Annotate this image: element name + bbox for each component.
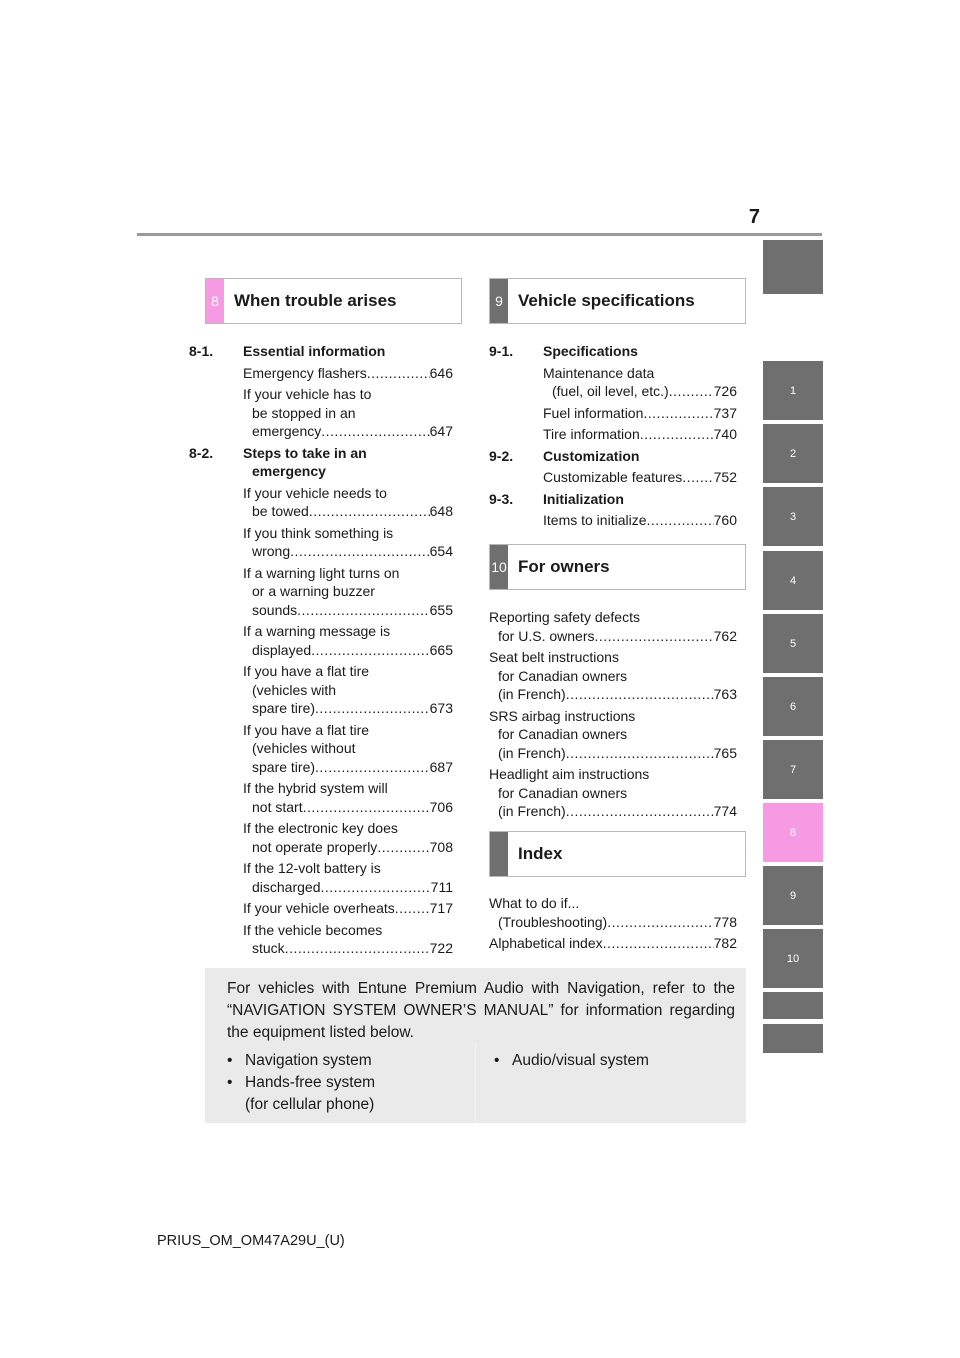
toc-entry-text: Seat belt instructions	[489, 649, 619, 665]
toc-entry-text: (vehicles without	[252, 740, 356, 756]
dot-leader	[669, 382, 714, 401]
dot-leader	[566, 802, 714, 821]
info-list-item	[494, 1050, 649, 1072]
section-header-index	[489, 831, 746, 877]
toc-group-code: 9-2.	[489, 447, 514, 464]
info-text: For vehicles with Entune Premium Audio with Navigation, refer to the “NAVIGATION SYSTEM OWNER’S MANUAL” for information regarding the equipment listed below.	[227, 980, 735, 1041]
info-divider	[475, 1042, 476, 1123]
toc-entry[interactable]	[489, 404, 737, 423]
toc-entry[interactable]	[189, 819, 453, 856]
toc-entry-text: (in French)	[498, 686, 566, 702]
dot-leader	[303, 798, 430, 817]
toc-entry-text: If a warning light turns on	[243, 564, 400, 581]
toc-entry[interactable]	[189, 921, 453, 958]
toc-entry-text: (fuel, oil level, etc.)	[552, 383, 669, 399]
toc-entry[interactable]	[189, 622, 453, 659]
dot-leader	[367, 364, 430, 383]
toc-group-code: 9-3.	[489, 490, 514, 507]
section-number-badge: 10	[490, 545, 508, 589]
toc-page-number: 654	[429, 543, 453, 559]
toc-page-number: 752	[713, 469, 737, 485]
section-number-badge	[490, 832, 508, 876]
toc-entry[interactable]	[189, 524, 453, 561]
toc-entry[interactable]	[189, 779, 453, 816]
toc-entry-text: be stopped in an	[252, 404, 356, 421]
page-number: 7	[748, 206, 760, 228]
toc-page-number: 648	[429, 503, 453, 519]
section-title: Index	[518, 844, 563, 863]
toc-entry-text: displayed	[252, 641, 312, 658]
toc-page-number: 763	[713, 686, 737, 702]
dot-leader	[603, 934, 714, 953]
chapter-tab-blank[interactable]	[763, 992, 823, 1019]
toc-group-title: Specifications	[543, 343, 638, 359]
toc-entry-text: for Canadian owners	[498, 784, 628, 801]
toc-entry-text: spare tire)	[252, 700, 316, 716]
dot-leader	[315, 758, 430, 777]
chapter-tab-7[interactable]: 7	[763, 740, 823, 799]
section-title: For owners	[518, 557, 610, 576]
toc-entry-text: stuck	[252, 940, 285, 956]
chapter-tab-blank[interactable]	[763, 240, 823, 294]
chapter-tab-5[interactable]: 5	[763, 614, 823, 673]
toc-entry[interactable]	[489, 425, 737, 444]
dot-leader	[643, 404, 713, 423]
toc-entry-text: be towed	[252, 503, 309, 519]
toc-entry-text: not operate properly	[252, 838, 378, 855]
chapter-tab-4[interactable]: 4	[763, 551, 823, 610]
toc-page-number: 706	[429, 798, 453, 815]
bullet-icon: •	[227, 1052, 233, 1069]
toc-entry-text: If the vehicle becomes	[243, 921, 383, 938]
toc-entry-text: Customizable features	[543, 469, 683, 485]
toc-entry-text: not start	[252, 798, 303, 815]
chapter-tab-2[interactable]: 2	[763, 424, 823, 483]
toc-list-section-10	[489, 608, 737, 824]
toc-entry-text: If your vehicle needs to	[243, 484, 387, 501]
section-title: Vehicle specifications	[518, 291, 695, 310]
toc-group-heading[interactable]	[489, 490, 737, 509]
toc-page-number: 646	[429, 364, 453, 381]
toc-entry-text: What to do if...	[489, 895, 580, 911]
toc-list-section-8	[189, 342, 453, 961]
dot-leader	[607, 913, 713, 932]
toc-entry-text: If you think something is	[243, 524, 394, 541]
info-list-right	[494, 1050, 649, 1072]
info-list-left	[227, 1050, 375, 1116]
toc-entry[interactable]	[189, 662, 453, 718]
info-item-label: Audio/visual system	[512, 1052, 649, 1069]
toc-entry[interactable]	[189, 721, 453, 777]
toc-entry[interactable]	[489, 364, 737, 401]
toc-page-number: 740	[713, 426, 737, 442]
toc-page-number: 774	[713, 803, 737, 819]
info-list-item	[227, 1072, 375, 1094]
toc-entry[interactable]	[489, 765, 737, 821]
toc-entry-text: for U.S. owners	[498, 627, 595, 644]
toc-entry-text: Maintenance data	[543, 364, 655, 381]
toc-page-number: 673	[429, 700, 453, 716]
footer-code: PRIUS_OM_OM47A29U_(U)	[157, 1233, 345, 1249]
toc-group-title: emergency	[252, 463, 326, 479]
toc-entry[interactable]	[189, 899, 453, 918]
toc-page-number: 760	[713, 512, 737, 528]
dot-leader	[594, 627, 713, 646]
toc-entry[interactable]	[489, 468, 737, 487]
toc-entry-text: (in French)	[498, 744, 566, 761]
toc-entry-text: for Canadian owners	[498, 726, 628, 742]
toc-group-title: Initialization	[543, 490, 624, 507]
toc-entry[interactable]	[489, 934, 737, 953]
header-rule	[137, 233, 822, 236]
toc-group-code: 8-1.	[189, 343, 214, 359]
toc-entry-text: Items to initialize	[543, 512, 647, 528]
chapter-tab-blank[interactable]	[763, 1024, 823, 1053]
toc-entry-text: Headlight aim instructions	[489, 766, 650, 782]
chapter-tab-8[interactable]: 8	[763, 803, 823, 862]
toc-entry-text: sounds	[252, 601, 298, 618]
toc-page-number: 765	[713, 744, 737, 761]
toc-entry-text: spare tire)	[252, 758, 316, 775]
toc-entry-text: If a warning message is	[243, 623, 391, 639]
chapter-tab-9[interactable]: 9	[763, 866, 823, 925]
info-item-sub: (for cellular phone)	[245, 1096, 375, 1113]
toc-page-number: 665	[429, 641, 453, 658]
section-number-badge: 8	[206, 279, 224, 323]
toc-page-number: 655	[429, 601, 453, 618]
toc-entry[interactable]	[189, 364, 453, 383]
dot-leader	[309, 502, 430, 521]
dot-leader	[640, 425, 714, 444]
toc-entry[interactable]	[489, 894, 737, 931]
chapter-tab-3[interactable]: 3	[763, 487, 823, 546]
toc-page-number: 737	[713, 404, 737, 421]
dot-leader	[321, 878, 431, 897]
toc-page-number: 778	[713, 913, 737, 930]
dot-leader	[395, 899, 430, 918]
toc-entry-text: for Canadian owners	[498, 667, 628, 684]
info-item-label: Navigation system	[245, 1052, 372, 1069]
toc-entry[interactable]	[489, 511, 737, 530]
toc-page-number: 687	[429, 758, 453, 775]
toc-entry[interactable]	[189, 564, 453, 620]
toc-entry-text: (Troubleshooting)	[498, 913, 608, 930]
toc-entry-text: discharged	[252, 878, 321, 895]
toc-page-number: 708	[429, 838, 453, 855]
toc-entry-text: wrong	[252, 543, 291, 559]
chapter-tab-1[interactable]: 1	[763, 361, 823, 420]
info-item-label: Hands-free system	[245, 1074, 376, 1091]
section-number-badge: 9	[490, 279, 508, 323]
toc-entry-text: If the electronic key does	[243, 820, 398, 836]
toc-page-number: 762	[713, 627, 737, 644]
dot-leader	[566, 744, 714, 763]
toc-group-heading[interactable]	[489, 342, 737, 361]
toc-entry-text: or a warning buzzer	[252, 583, 375, 599]
bullet-icon: •	[494, 1052, 500, 1069]
toc-entry[interactable]	[189, 484, 453, 521]
section-header-9	[489, 278, 746, 324]
toc-entry-text: Reporting safety defects	[489, 609, 640, 625]
toc-group-title: Essential information	[243, 343, 386, 359]
dot-leader	[682, 468, 713, 487]
toc-entry-text: If you have a flat tire	[243, 721, 370, 738]
toc-entry[interactable]	[189, 859, 453, 896]
toc-entry-text: If you have a flat tire	[243, 663, 370, 679]
section-header-8	[205, 278, 462, 324]
toc-entry-text: Emergency flashers	[243, 364, 367, 381]
toc-list-index	[489, 894, 737, 956]
toc-group-title: Steps to take in an	[243, 444, 367, 461]
toc-group-code: 8-2.	[189, 444, 214, 461]
toc-entry[interactable]	[489, 608, 737, 645]
toc-group-heading[interactable]	[189, 444, 453, 481]
toc-page-number: 782	[713, 935, 737, 951]
toc-group-code: 9-1.	[489, 343, 514, 359]
toc-entry[interactable]	[489, 707, 737, 763]
toc-page-number: 726	[713, 383, 737, 399]
info-box	[205, 968, 746, 1123]
toc-entry[interactable]	[489, 648, 737, 704]
toc-entry-text: If your vehicle has to	[243, 386, 372, 402]
chapter-tab-10[interactable]: 10	[763, 929, 823, 988]
dot-leader	[566, 685, 714, 704]
toc-entry-text: Fuel information	[543, 404, 644, 421]
toc-entry-text: emergency	[252, 423, 322, 439]
toc-entry-text: Tire information	[543, 426, 640, 442]
toc-entry-text: If the hybrid system will	[243, 780, 388, 796]
toc-group-heading[interactable]	[489, 447, 737, 466]
toc-page-number: 647	[429, 423, 453, 439]
info-list-item	[227, 1050, 375, 1072]
dot-leader	[321, 422, 429, 441]
toc-page-number: 717	[429, 900, 453, 916]
dot-leader	[285, 939, 430, 958]
dot-leader	[315, 699, 430, 718]
bullet-icon: •	[227, 1074, 233, 1091]
toc-page-number: 711	[430, 878, 453, 895]
toc-entry[interactable]	[189, 385, 453, 441]
toc-entry-text: If your vehicle overheats	[243, 900, 395, 916]
toc-page-number: 722	[429, 940, 453, 956]
toc-entry-text: If the 12-volt battery is	[243, 860, 381, 876]
chapter-tab-6[interactable]: 6	[763, 677, 823, 736]
toc-group-title: Customization	[543, 447, 640, 464]
dot-leader	[646, 511, 713, 530]
toc-entry-text: SRS airbag instructions	[489, 707, 636, 724]
dot-leader	[290, 542, 430, 561]
dot-leader	[311, 641, 429, 660]
dot-leader	[377, 838, 429, 857]
dot-leader	[297, 601, 429, 620]
toc-entry-text: (in French)	[498, 803, 566, 819]
toc-list-section-9	[489, 342, 737, 533]
toc-entry-text: Alphabetical index	[489, 935, 603, 951]
toc-group-heading[interactable]	[189, 342, 453, 361]
section-title: When trouble arises	[234, 291, 397, 310]
toc-entry-text: (vehicles with	[252, 681, 337, 698]
section-header-10	[489, 544, 746, 590]
